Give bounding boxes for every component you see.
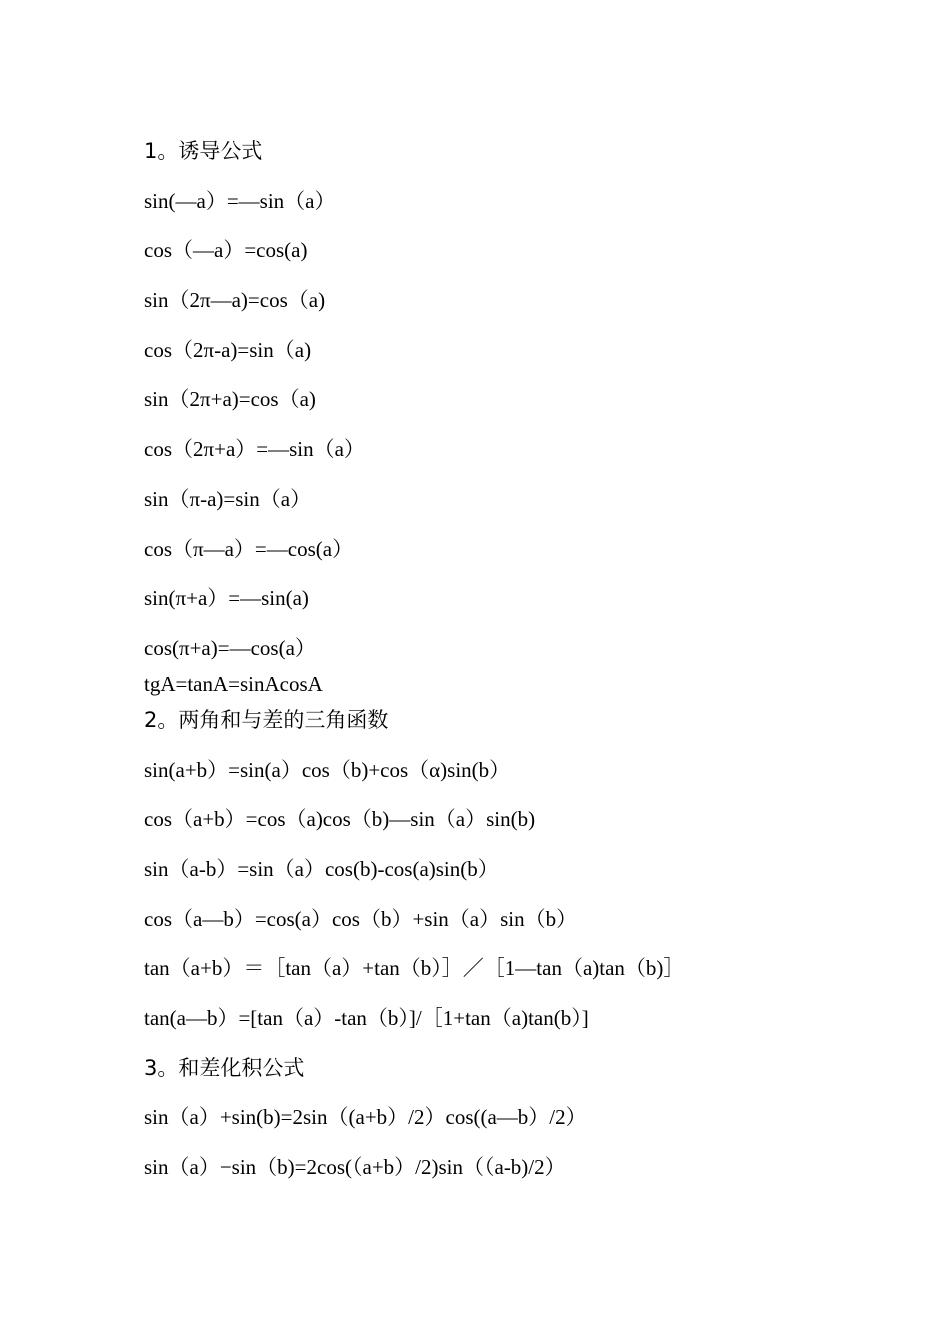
formula-line: cos（—a）=cos(a) xyxy=(144,238,308,263)
formula-line: tan(a—b）=[tan（a）-tan（b）]/［1+tan（a)tan(b）] xyxy=(144,1006,589,1030)
formula-line: cos（a+b）=cos（a)cos（b)—sin（a）sin(b) xyxy=(144,807,536,832)
formula-line: sin（a）−sin（b)=2cos(（a+b）/2)sin（（a-b)/2） xyxy=(144,1155,566,1180)
formula-line: sin（a）+sin(b)=2sin（(a+b）/2）cos((a—b）/2） xyxy=(144,1105,587,1130)
formula-line: sin(—a）=—sin（a） xyxy=(144,188,336,213)
section-heading-induction: 1。诱导公式 xyxy=(144,139,263,163)
formula-line: cos（2π-a)=sin（a) xyxy=(144,337,312,362)
formula-line: cos（π—a）=—cos(a） xyxy=(144,536,354,561)
formula-line: tgA=tanA=sinAcosA xyxy=(144,671,323,696)
formula-line: sin（a-b）=sin（a）cos(b)-cos(a)sin(b） xyxy=(144,856,499,881)
formula-line: tan（a+b）＝［tan（a）+tan（b）］／［1—tan（a)tan（b)］ xyxy=(144,956,685,981)
formula-line: sin（2π—a)=cos（a) xyxy=(144,288,326,313)
formula-line: cos(π+a)=—cos(a） xyxy=(144,635,316,660)
formula-line: sin(π+a）=—sin(a) xyxy=(144,586,309,611)
formula-line: sin(a+b）=sin(a）cos（b)+cos（α)sin(b） xyxy=(144,757,511,782)
formula-line: cos（a—b）=cos(a）cos（b）+sin（a）sin（b） xyxy=(144,906,578,931)
section-heading-sum-to-product: 3。和差化积公式 xyxy=(144,1055,305,1080)
formula-line: sin（π-a)=sin（a） xyxy=(144,486,312,511)
section-heading-sum-difference: 2。两角和与差的三角函数 xyxy=(144,707,389,732)
formula-line: cos（2π+a）=—sin（a） xyxy=(144,437,365,462)
document-body xyxy=(144,132,864,1198)
formula-line: sin（2π+a)=cos（a) xyxy=(144,387,316,412)
